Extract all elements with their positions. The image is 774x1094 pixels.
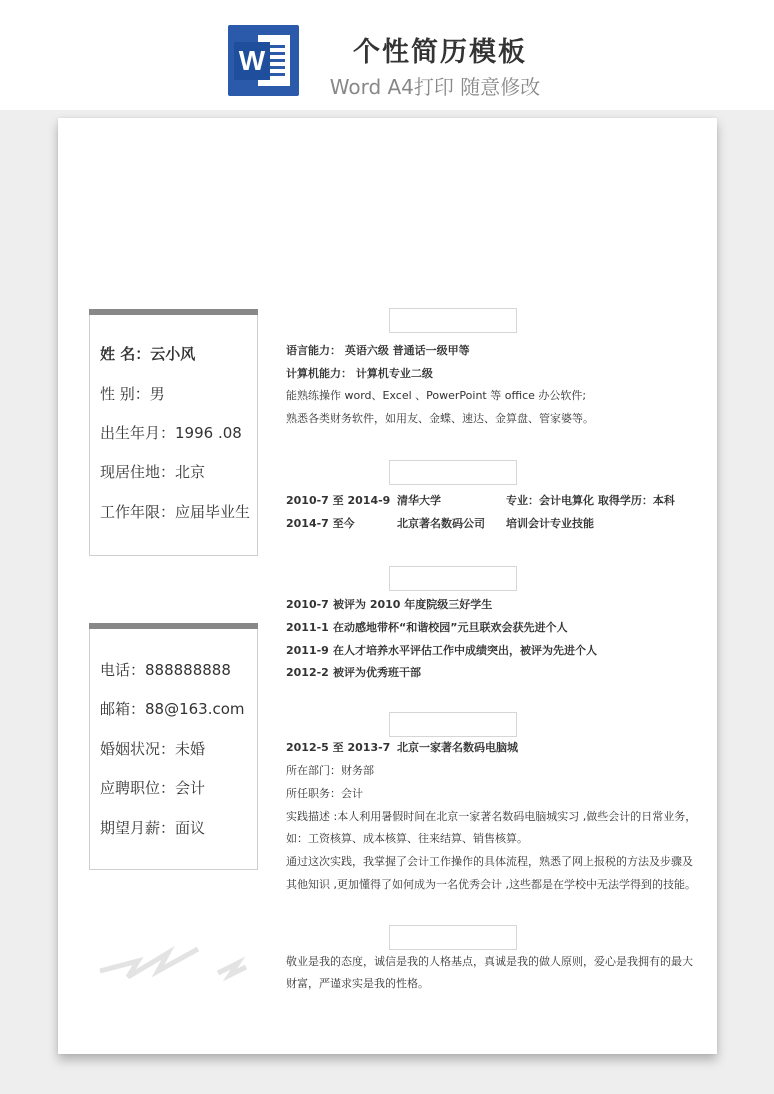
award-text: 被评为优秀班干部: [333, 666, 421, 679]
practice-desc-line: 如：工资核算、成本核算、往来结算、销售核算。: [286, 832, 528, 845]
award-date: 2011-1: [286, 621, 329, 634]
gender-field: 性 别：男: [100, 385, 165, 403]
education-period: 2010-7 至 2014-9: [286, 494, 391, 507]
education-period: 2014-7 至今: [286, 517, 355, 530]
profile-card: [89, 309, 258, 556]
position-field: 应聘职位：会计: [100, 779, 206, 797]
skill-line-language: 语言能力： 英语六级 普通话一级甲等: [286, 344, 470, 357]
award-text: 在动感地带杯“和谐校园”元旦联欢会获先进个人: [333, 621, 568, 634]
practice-dept: 所在部门：财务部: [286, 764, 374, 777]
award-text: 在人才培养水平评估工作中成绩突出，被评为先进个人: [333, 644, 597, 657]
skill-line-computer: 计算机能力： 计算机专业二级: [286, 367, 433, 380]
word-icon: [228, 25, 299, 96]
section-heading-box-self-evaluation: [389, 925, 517, 950]
decorative-doodle: [98, 933, 248, 983]
word-logo-letter: W: [234, 42, 270, 80]
page-title: 个性简历模板: [353, 37, 527, 68]
residence-field: 现居住地：北京: [100, 463, 206, 481]
practice-period: 2012-5 至 2013-7: [286, 741, 391, 754]
self-eval-line: 财富，严谨求实是我的性格。: [286, 977, 429, 990]
education-org: 清华大学: [397, 494, 441, 507]
education-detail: 专业：会计电算化 取得学历：本科: [506, 494, 675, 507]
award-date: 2012-2: [286, 666, 329, 679]
award-text: 被评为 2010 年度院级三好学生: [333, 598, 493, 611]
practice-desc-line: 实践描述 :本人利用暑假时间在北京一家著名数码电脑城实习 ,做些会计的日常业务，: [286, 810, 697, 823]
birth-field: 出生年月：1996 .08: [100, 424, 242, 442]
section-heading-box-skills: [389, 308, 517, 333]
salary-field: 期望月薪：面议: [100, 819, 206, 837]
page-subtitle: Word A4打印 随意修改: [329, 75, 541, 99]
section-heading-box-practice: [389, 712, 517, 737]
resume-page: [58, 118, 717, 1054]
practice-desc-line: 通过这次实践，我掌握了会计工作操作的具体流程，熟悉了网上报税的方法及步骤及: [286, 855, 693, 868]
section-heading-box-education: [389, 460, 517, 485]
practice-org: 北京一家著名数码电脑城: [397, 741, 518, 754]
skill-line-office: 能熟练操作 word、Excel 、PowerPoint 等 office 办公软件;: [286, 389, 587, 402]
award-date: 2011-9: [286, 644, 329, 657]
phone-field: 电话：888888888: [100, 661, 231, 679]
award-date: 2010-7: [286, 598, 329, 611]
contact-card: [89, 623, 258, 870]
marital-field: 婚姻状况：未婚: [100, 740, 206, 758]
education-detail: 培训会计专业技能: [506, 517, 594, 530]
contact-card-bar: [89, 623, 258, 629]
header-banner: [0, 0, 774, 110]
practice-desc-line: 其他知识 ,更加懂得了如何成为一名优秀会计 ,这些都是在学校中无法学得到的技能。: [286, 878, 696, 891]
section-heading-box-awards: [389, 566, 517, 591]
self-eval-line: 敬业是我的态度，诚信是我的人格基点，真诚是我的做人原则，爱心是我拥有的最大: [286, 955, 693, 968]
skill-line-finance: 熟悉各类财务软件，如用友、金蝶、速达、金算盘、管家婆等。: [286, 412, 594, 425]
work-years-field: 工作年限：应届毕业生: [100, 503, 251, 521]
profile-card-bar: [89, 309, 258, 315]
email-field: 邮箱：88@163.com: [100, 700, 245, 718]
name-field: 姓 名：云小风: [100, 345, 196, 363]
education-org: 北京著名数码公司: [397, 517, 485, 530]
practice-role: 所任职务：会计: [286, 787, 363, 800]
